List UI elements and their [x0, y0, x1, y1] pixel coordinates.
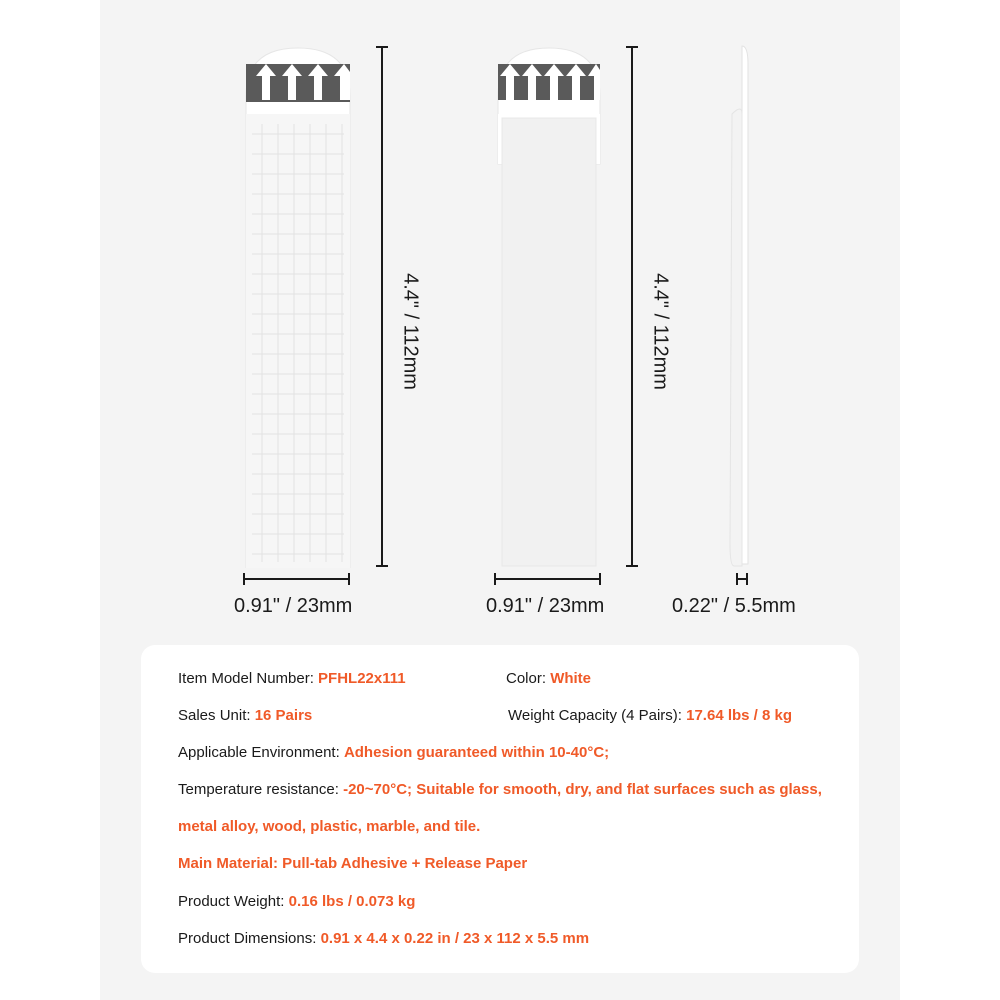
thickness-label: 0.22" / 5.5mm — [672, 595, 796, 617]
spec-value: 16 Pairs — [254, 707, 313, 724]
spec-temperature-continued — [178, 818, 480, 835]
spec-environment — [178, 744, 609, 761]
spec-value: -20~70°C; Suitable for smooth, dry, and flat surfaces such as glass, — [343, 781, 822, 798]
width-dimension-line — [494, 578, 601, 580]
height-dimension-line — [381, 47, 383, 566]
spec-product-weight — [178, 893, 415, 910]
spec-key: Sales Unit: — [178, 707, 255, 724]
height-label: 4.4" / 112mm — [399, 273, 422, 390]
strip-side-profile — [728, 44, 754, 568]
spec-weight-capacity — [508, 707, 792, 724]
width-tick-right — [348, 573, 350, 585]
spec-product-dimensions — [178, 930, 589, 947]
spec-key: Applicable Environment: — [178, 744, 344, 761]
spec-value: PFHL22x111 — [318, 670, 406, 687]
spec-key: Item Model Number: — [178, 670, 319, 687]
spec-value: 0.91 x 4.4 x 0.22 in / 23 x 112 x 5.5 mm — [320, 930, 590, 947]
height-tick-top — [626, 46, 638, 48]
spec-material — [178, 855, 527, 872]
height-tick-bottom — [626, 565, 638, 567]
width-tick-left — [243, 573, 245, 585]
width-tick-left — [494, 573, 496, 585]
width-tick-right — [599, 573, 601, 585]
spec-model — [178, 670, 406, 687]
spec-key: Color: — [506, 670, 551, 687]
spec-value: 0.16 lbs / 0.073 kg — [288, 893, 416, 910]
spec-key: Product Dimensions: — [178, 930, 321, 947]
height-tick-top — [376, 46, 388, 48]
spec-sales-unit — [178, 707, 312, 724]
thickness-tick-left — [736, 573, 738, 585]
width-label: 0.91" / 23mm — [234, 595, 353, 617]
width-dimension-line — [243, 578, 350, 580]
height-dimension-line — [631, 47, 633, 566]
specs-card — [141, 645, 859, 973]
spec-value: White — [550, 670, 592, 687]
spec-value: 17.64 lbs / 8 kg — [686, 707, 793, 724]
height-tick-bottom — [376, 565, 388, 567]
thickness-tick-right — [746, 573, 748, 585]
arrow-icons — [246, 62, 350, 102]
spec-key: Product Weight: — [178, 893, 289, 910]
spec-temperature — [178, 781, 822, 798]
strip-hook-side — [240, 44, 356, 568]
spec-key: Temperature resistance: — [178, 781, 344, 798]
spec-key: Weight Capacity (4 Pairs): — [508, 707, 687, 724]
height-label: 4.4" / 112mm — [649, 273, 672, 390]
spec-value: Main Material: Pull-tab Adhesive + Release Paper — [178, 855, 528, 872]
spec-value: Adhesion guaranteed within 10-40°C; — [343, 744, 610, 761]
spec-color — [506, 670, 591, 687]
strip-loop-side — [494, 44, 604, 568]
arrow-icons — [498, 62, 600, 102]
width-label: 0.91" / 23mm — [486, 595, 605, 617]
spec-value: metal alloy, wood, plastic, marble, and tile. — [178, 818, 481, 835]
